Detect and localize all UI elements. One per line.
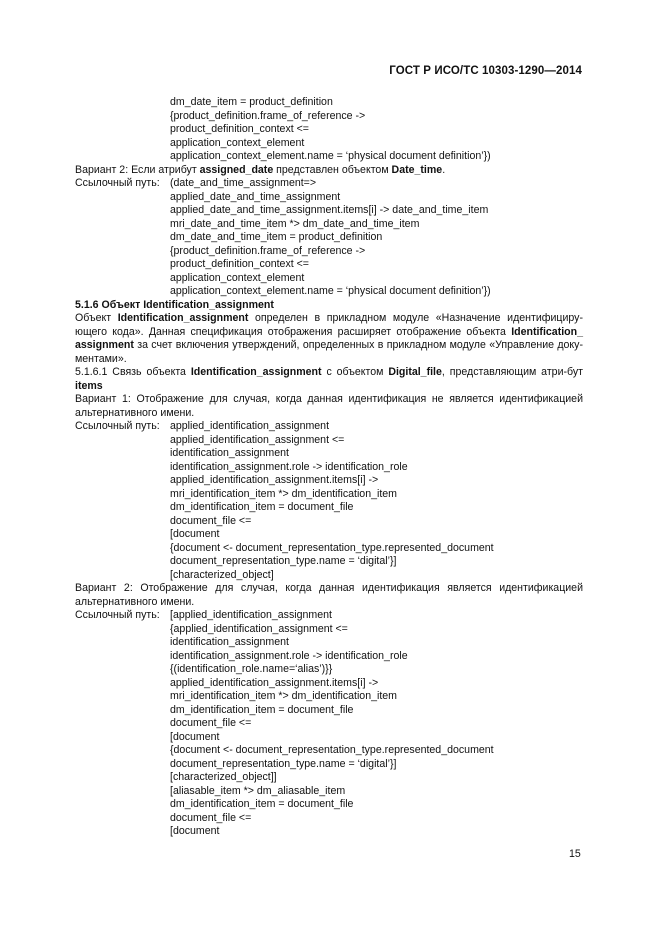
code-line: identification_assignment.role -> identification_role xyxy=(170,460,408,473)
code-line: {applied_identification_assignment <= xyxy=(170,622,348,635)
code-line: application_context_element.name = ‘physical document definition’}) xyxy=(170,150,491,162)
subsection-heading: 5.1.6.1 Связь объекта Identification_assignment с объектом Digital_file, представляющим атри-бут items xyxy=(75,366,584,392)
code-line: {document <- document_representation_type.represented_document xyxy=(170,541,494,554)
code-line: applied_identification_assignment xyxy=(170,420,330,432)
refpath-label: Ссылочный путь: xyxy=(75,177,160,189)
code-line: identification_assignment xyxy=(170,636,289,648)
code-line: product_definition_context <= xyxy=(170,258,309,270)
code-line: identification_assignment xyxy=(170,447,289,459)
page-number: 15 xyxy=(569,848,581,860)
block1 xyxy=(75,96,583,164)
code-line: [characterized_object]] xyxy=(170,771,277,783)
code-line: applied_identification_assignment.items[i] -> xyxy=(170,676,379,689)
code-line: mri_identification_item *> dm_identification_item xyxy=(170,487,397,500)
variant2-date: Вариант 2: Если атрибут assigned_date представлен объектом Date_time. xyxy=(75,163,446,176)
code-line: document_file <= xyxy=(170,717,252,729)
variant2-alias: Вариант 2: Отображение для случая, когда данная идентификация является идентификацией альтернативного имени. xyxy=(75,582,583,608)
block3 xyxy=(75,434,583,583)
refpath-label: Ссылочный путь: xyxy=(75,420,160,432)
code-line: [document xyxy=(170,730,220,743)
code-line: document_representation_type.name = ‘digital’}] xyxy=(170,757,397,770)
code-line: application_context_element xyxy=(170,271,305,284)
block4 xyxy=(75,623,583,839)
code-line: dm_identification_item = document_file xyxy=(170,703,354,716)
code-line: {product_definition.frame_of_reference -> xyxy=(170,109,366,122)
code-line: document_file <= xyxy=(170,514,252,527)
code-line: [aliasable_item *> dm_aliasable_item xyxy=(170,784,346,797)
code-line: applied_date_and_time_assignment.items[i] -> date_and_time_item xyxy=(170,204,489,216)
code-line: {document <- document_representation_type.represented_document xyxy=(170,744,494,756)
code-line: product_definition_context <= xyxy=(170,123,309,135)
page-content xyxy=(75,96,583,839)
code-line: identification_assignment.role -> identification_role xyxy=(170,649,408,662)
code-line: application_context_element xyxy=(170,136,305,149)
standard-header: ГОСТ Р ИСО/ТС 10303-1290—2014 xyxy=(389,65,582,77)
block2 xyxy=(75,191,583,299)
paragraph: Объект Identification_assignment определен в прикладном модуле «Назначение идентифициру-ющего кода». Данная спецификация отображения расширяет отображение объекта Identification_ assignment за счет включения утверждений, определенных в прикладном модуле «Управление доку-ментами». xyxy=(75,312,583,365)
code-line: applied_identification_assignment.items[i] -> xyxy=(170,474,379,486)
code-line: dm_identification_item = document_file xyxy=(170,798,354,810)
code-line: mri_identification_item *> dm_identification_item xyxy=(170,690,397,702)
code-line: [applied_identification_assignment xyxy=(170,609,332,621)
refpath-row xyxy=(75,420,583,434)
code-line: [characterized_object] xyxy=(170,568,274,581)
code-line: (date_and_time_assignment=> xyxy=(170,177,317,189)
code-line: applied_date_and_time_assignment xyxy=(170,190,341,203)
code-line: dm_date_and_time_item = product_definition xyxy=(170,231,383,243)
code-line: dm_date_item = product_definition xyxy=(170,96,333,108)
refpath-label: Ссылочный путь: xyxy=(75,609,160,621)
code-line: {(identification_role.name=‘alias’)}} xyxy=(170,663,333,675)
code-line: dm_identification_item = document_file xyxy=(170,501,354,513)
section-heading: 5.1.6 Объект Identification_assignment xyxy=(75,298,274,311)
refpath-row xyxy=(75,177,583,191)
code-line: document_file <= xyxy=(170,811,252,824)
variant1: Вариант 1: Отображение для случая, когда данная идентификация не является идентификацией альтернативного имени. xyxy=(75,393,583,419)
code-line: document_representation_type.name = ‘digital’}] xyxy=(170,555,397,567)
code-line: {product_definition.frame_of_reference -> xyxy=(170,244,366,257)
code-line: application_context_element.name = ‘physical document definition’}) xyxy=(170,285,491,297)
code-line: applied_identification_assignment <= xyxy=(170,433,345,446)
code-line: [document xyxy=(170,528,220,540)
code-line: [document xyxy=(170,825,220,837)
refpath-row xyxy=(75,609,583,623)
code-line: mri_date_and_time_item *> dm_date_and_time_item xyxy=(170,217,420,230)
